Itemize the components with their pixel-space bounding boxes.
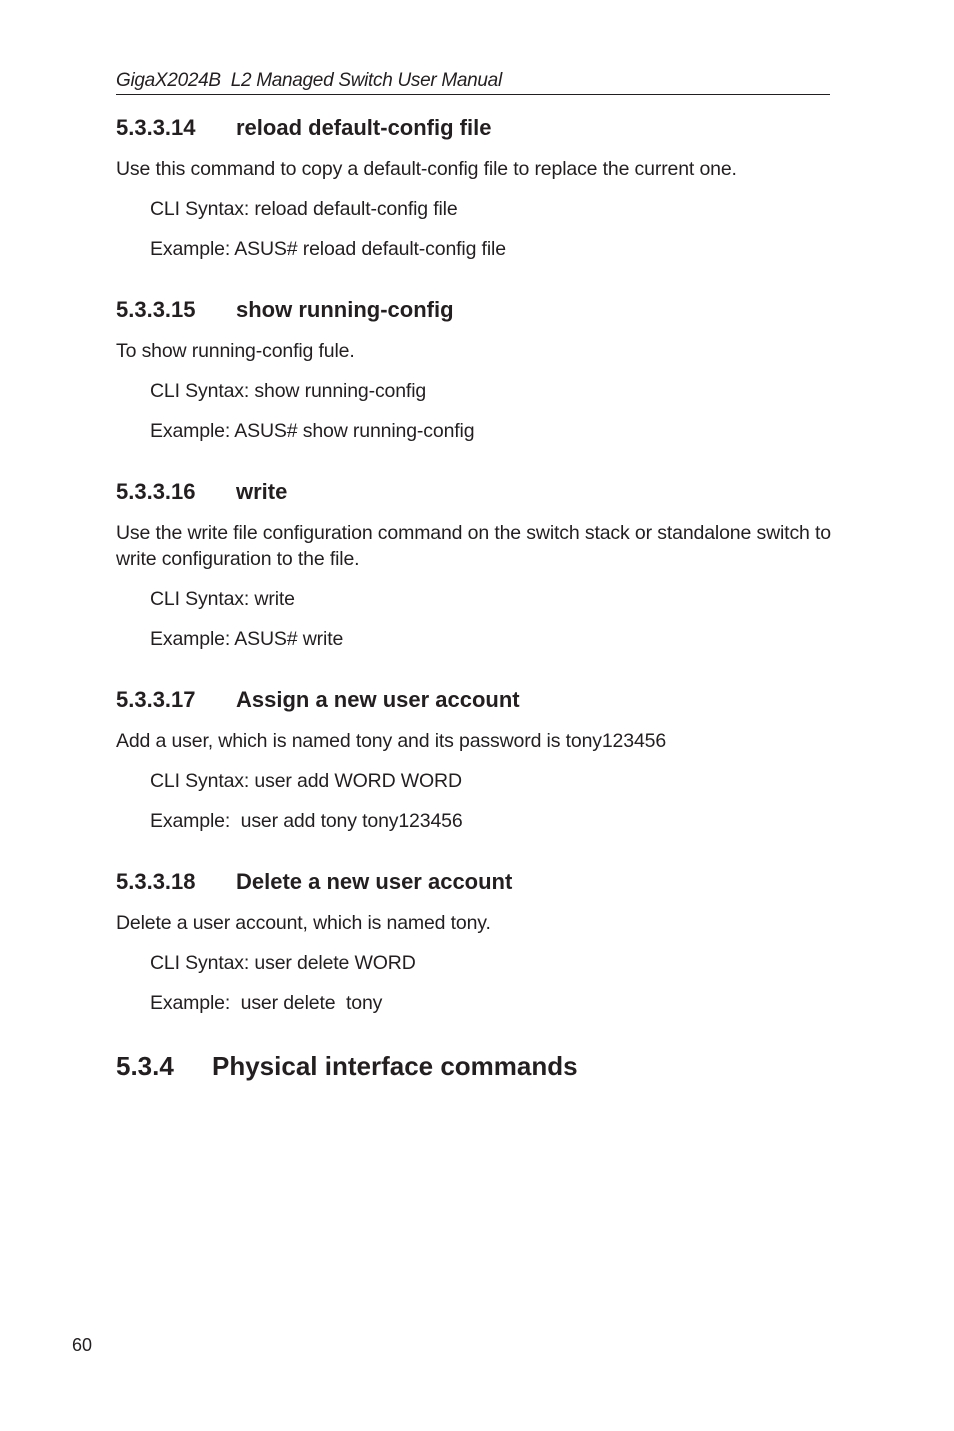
page-header [116,70,830,95]
page-content [116,114,831,1082]
section-number: 5.3.3.17 [116,687,196,712]
section-delete-user-account [116,868,831,1016]
cli-example: Example: user delete tony [150,992,383,1014]
section-show-running-config [116,296,831,444]
cli-syntax: CLI Syntax: write [150,588,295,610]
section-description: Add a user, which is named tony and its password is tony123456 [116,730,667,752]
section-heading [116,868,831,896]
cli-example: Example: ASUS# reload default-config file [150,238,506,260]
cli-example: Example: user add tony tony123456 [150,810,463,832]
section-number: 5.3.3.14 [116,115,196,140]
cli-example: Example: ASUS# write [150,628,344,650]
section-description: Use this command to copy a default-config file to replace the current one. [116,158,737,180]
section-title: Assign a new user account [236,687,520,712]
section-description: Delete a user account, which is named tony. [116,912,491,934]
cli-syntax: CLI Syntax: show running-config [150,380,427,402]
section-title: Delete a new user account [236,869,513,894]
chapter-heading-physical-interface [116,1050,831,1082]
section-heading [116,114,831,142]
section-description: Use the write file configuration command on the switch stack or standalone switch to write configuration to the file. [116,522,831,570]
section-number: 5.3.3.15 [116,297,196,322]
section-description: To show running-config fule. [116,340,355,362]
section-heading [116,296,831,324]
section-title: write [236,479,288,504]
manual-title: GigaX2024B L2 Managed Switch User Manual [116,70,502,91]
page-number: 60 [72,1335,93,1355]
cli-syntax: CLI Syntax: reload default-config file [150,198,458,220]
cli-syntax: CLI Syntax: user delete WORD [150,952,416,974]
section-title: reload default-config file [236,115,492,140]
section-heading [116,686,831,714]
section-title: show running-config [236,297,454,322]
section-number: 5.3.3.16 [116,479,196,504]
cli-syntax: CLI Syntax: user add WORD WORD [150,770,462,792]
section-heading [116,478,831,506]
section-reload-default-config [116,114,831,262]
chapter-title: Physical interface commands [212,1051,578,1081]
section-number: 5.3.3.18 [116,869,196,894]
cli-example: Example: ASUS# show running-config [150,420,475,442]
chapter-number: 5.3.4 [116,1051,174,1081]
section-write [116,478,831,652]
section-assign-user-account [116,686,831,834]
